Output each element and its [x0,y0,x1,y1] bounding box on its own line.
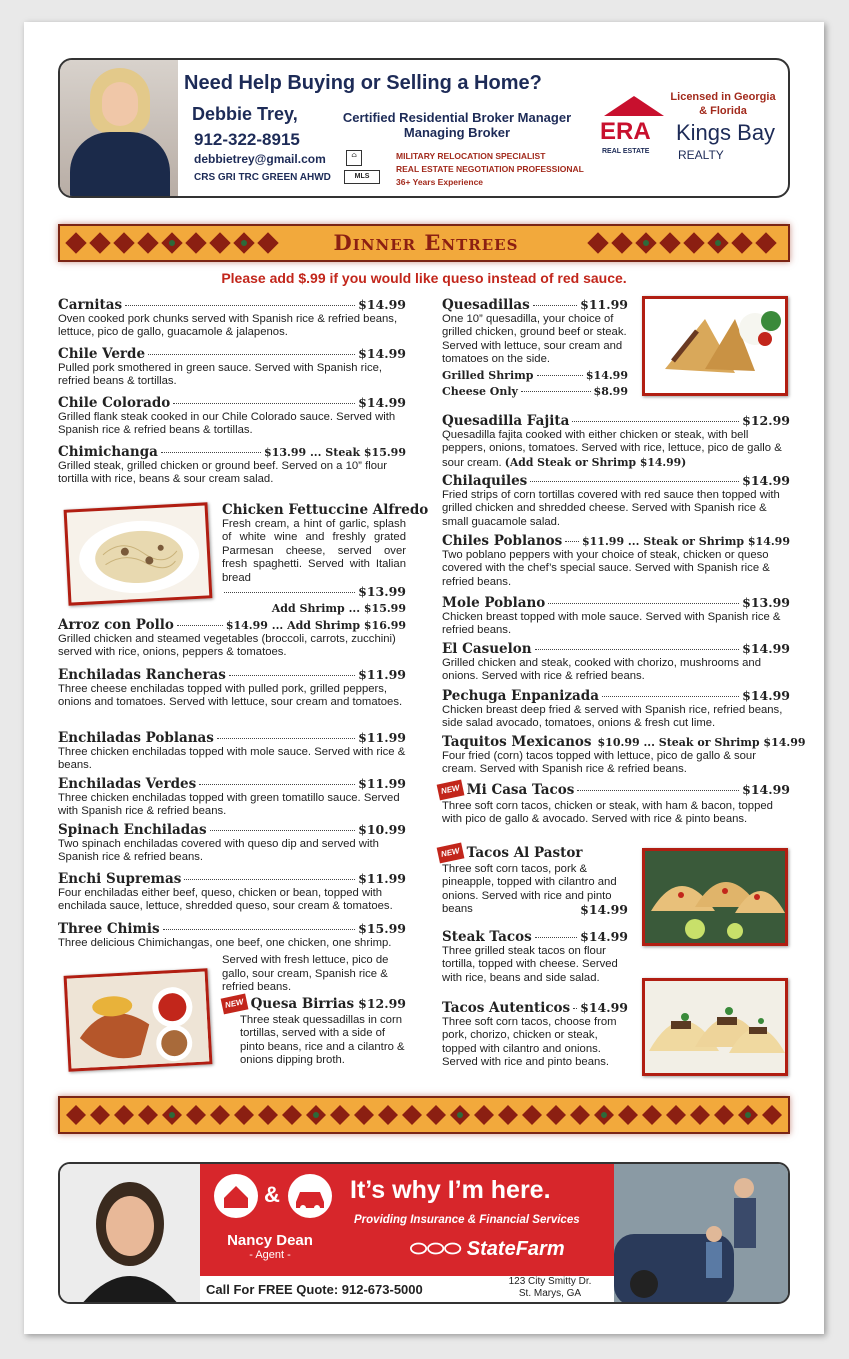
realtor-photo [60,60,178,198]
menu-item-mole-poblano: Mole Poblano $13.99 Chicken breast topped with mole sauce. Served with Spanish rice & refried beans. [442,595,790,637]
insurance-ad[interactable] [58,1162,790,1304]
mls-logo: MLS [344,170,380,184]
menu-item-quesa-birrias: NEW Quesa Birrias $12.99 Three steak quessadillas in corn tortillas, served with a side of pinto beans, rice and a cilantro & onions dipping broth. [222,997,406,1068]
home-icon [214,1174,258,1218]
quesa-birrias-photo [64,968,213,1071]
section-banner [58,224,790,262]
menu-item-enchiladas-rancheras: Enchiladas Rancheras $11.99 Three cheese enchiladas topped with pulled pork, grilled peppers, onions and tomatoes. Served with lettuce, sour cream and tomatoes. [58,667,406,709]
statefarm-logo: ⬭⬭⬭ StateFarm [410,1238,565,1260]
queso-note: Please add $.99 if you would like queso instead of red sauce. [221,270,627,286]
menu-item-enchiladas-poblanas: Enchiladas Poblanas $11.99 Three chicken enchiladas topped with mole sauce. Served with rice & beans. [58,730,406,772]
fettuccine-photo [64,502,213,605]
realtor-email[interactable]: debbietrey@gmail.com [194,152,326,166]
realtor-headline: Need Help Buying or Selling a Home? [184,72,542,94]
license-info: Licensed in Georgia & Florida [670,91,776,117]
menu-page [24,22,824,1334]
agent-address: 123 City Smitty Dr. St. Marys, GA [508,1276,592,1299]
office-sub: REALTY [678,148,724,162]
equal-housing-icon: ⌂ [346,150,362,166]
menu-item-chilaquiles: Chilaquiles $14.99 Fried strips of corn tortillas covered with red sauce then topped with grilled chicken and shredded cheese. Served with Spanish rice & small guacamole salad. [442,473,790,528]
new-badge: NEW [221,994,248,1014]
section-title: Dinner Entrees [288,228,564,258]
realtor-phone[interactable]: 912-322-8915 [194,130,300,149]
menu-item-chimichanga: Chimichanga $13.99 ... Steak $15.99 Grilled steak, grilled chicken or ground beef. Served on a 10” flour tortilla with rice, beans & sour cream salad. [58,444,406,486]
family-photo [614,1164,790,1304]
statefarm-ovals-icon: ⬭⬭⬭ [410,1238,467,1260]
agent-info: Nancy Dean - Agent - [227,1232,313,1261]
menu-item-quesadillas: Quesadillas $11.99 One 10” quesadilla, your choice of grilled chicken, ground beef or steak. Served with lettuce, sour cream and tomatoes on the side. Grilled Shrimp $14.99 Cheese Only $8.99 [442,297,628,398]
menu-item-chiles-poblanos: Chiles Poblanos $11.99 ... Steak or Shrimp $14.99 Two poblano peppers with your choice of steak, chicken or queso covered with the chef’s special sauce. Served with Spanish rice & refried beans. [442,533,790,588]
car-icon [288,1174,332,1218]
menu-item-fettuccine: Chicken Fettuccine Alfredo Fresh cream, a hint of garlic, splash of white wine and freshly grated Parmesan cheese, served over fresh spaghetti. Served with Italian bread $13.99 Add Shrimp ... $15.99 [222,502,429,616]
bottom-banner [58,1096,790,1134]
realtor-specialties: MILITARY RELOCATION SPECIALIST REAL ESTATE NEGOTIATION PROFESSIONAL 36+ Years Experience [396,151,584,187]
tacos-al-pastor-photo [642,848,788,946]
menu-item-el-casuelon: El Casuelon $14.99 Grilled chicken and steak, cooked with chorizo, mushrooms and onions. Served with rice & refried beans. [442,641,790,683]
menu-item-spinach-enchiladas: Spinach Enchiladas $10.99 Two spinach enchiladas covered with queso dip and served with Spanish rice & refried beans. [58,822,406,864]
office-name: Kings Bay [676,120,776,145]
menu-item-tacos-autenticos: Tacos Autenticos $14.99 Three soft corn tacos, choose from pork, chorizo, chicken or steak, topped with cilantro and onions. Served with rice and pinto beans. [442,1000,628,1069]
ampersand: & [264,1182,280,1207]
menu-item-steak-tacos: Steak Tacos $14.99 Three grilled steak tacos on flour tortilla, topped with cheese. Served with rice, beans and side salad. [442,929,628,984]
realtor-name: Debbie Trey, [192,104,298,124]
menu-item-three-chimis: Three Chimis $15.99 Three delicious Chimichangas, one beef, one chicken, one shrimp. [58,921,406,949]
menu-item-taquitos-mexicanos: Taquitos Mexicanos $10.99 ... Steak or Shrimp $14.99 Four fried (corn) tacos topped with lettuce, pico de gallo & sour cream. Served with Spanish rice & refried beans. [442,734,806,776]
menu-item-tacos-al-pastor: NEW Tacos Al Pastor Three soft corn tacos, pork & pineapple, topped with cilantro and onions. Served with rice and pinto beans $14.99 [438,847,628,917]
agent-photo [60,1164,200,1304]
new-badge: NEW [437,780,464,800]
insurance-slogan: It’s why I’m here. [350,1176,551,1204]
menu-item-chile-verde: Chile Verde $14.99 Pulled pork smothered in green sauce. Served with Spanish rice, refried beans & tortillas. [58,346,406,388]
realtor-cert: Certified Residential Broker Manager Managing Broker [342,110,572,140]
realtor-ad[interactable] [58,58,790,198]
call-quote[interactable]: Call For FREE Quote: 912-673-5000 [206,1282,423,1297]
aztec-pattern-icon [60,1098,788,1132]
tacos-autenticos-photo [642,978,788,1076]
menu-item-quesadilla-fajita: Quesadilla Fajita $12.99 Quesadilla fajita cooked with either chicken or steak, with bell peppers, onions, tomatoes. Served with rice, lettuce, pico de gallo & sour cream. (Add Steak or Shrimp $14.99) [442,413,790,469]
menu-item-enchi-supremas: Enchi Supremas $11.99 Four enchiladas either beef, queso, chicken or bean, topped with enchilada sauce, lettuce, shredded queso, sour cream & tomatoes. [58,871,406,913]
menu-item-mi-casa-tacos: NEW Mi Casa Tacos $14.99 Three soft corn tacos, chicken or steak, with ham & bacon, topped with pico de gallo & avocado. Served with rice & pinto beans. [438,783,790,827]
insurance-banner [200,1164,614,1276]
quesadilla-photo [642,296,788,396]
new-badge: NEW [437,843,464,863]
menu-item-three-chimis-more: Served with fresh lettuce, pico de gallo, sour cream, Spanish rice & refried beans. [222,954,389,994]
menu-item-carnitas: Carnitas $14.99 Oven cooked pork chunks served with Spanish rice & refried beans, lettuce, pico de gallo, guacamole & jalapenos. [58,297,406,339]
realtor-credentials: CRS GRI TRC GREEN AHWD [194,172,331,183]
era-logo: ERA REAL ESTATE [598,96,678,166]
insurance-services: Providing Insurance & Financial Services [354,1214,580,1226]
menu-item-enchiladas-verdes: Enchiladas Verdes $11.99 Three chicken enchiladas topped with green tomatillo sauce. Served with Spanish rice & refried beans. [58,776,406,818]
menu-item-arroz-con-pollo: Arroz con Pollo $14.99 ... Add Shrimp $16.99 Grilled chicken and steamed vegetables (broccoli, carrots, zucchini) served with rice, onions, peppers & tomatoes. [58,617,406,659]
menu-item-chile-colorado: Chile Colorado $14.99 Grilled flank steak cooked in our Chile Colorado sauce. Served with Spanish rice & refried beans & tortillas. [58,395,406,437]
menu-item-pechuga-enpanizada: Pechuga Enpanizada $14.99 Chicken breast deep fried & served with Spanish rice, refried beans, side salad avocado, tomatoes, onions & fresh cut lime. [442,688,790,730]
